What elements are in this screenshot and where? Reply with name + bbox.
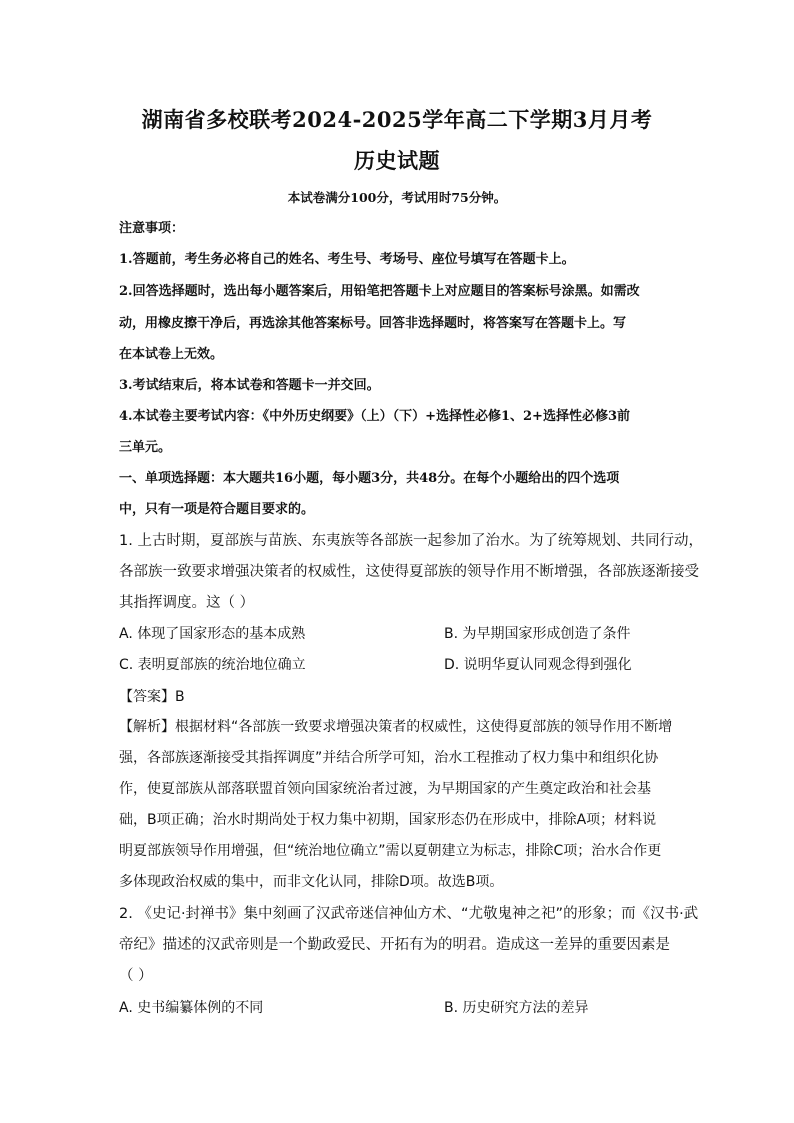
q1-option-c: C. 表明夏部族的统治地位确立 — [119, 657, 306, 673]
section-heading: 一、单项选择题：本大题共16小题，每小题3分，共48分。在每个小题给出的四个选项 — [119, 471, 620, 486]
answer-label: 【答案】 — [119, 689, 175, 705]
exam-info: 本试卷满分100分，考试用时75分钟。 — [287, 190, 507, 205]
notes-heading: 注意事项： — [119, 221, 185, 236]
q1-option-d: D. 说明华夏认同观念得到强化 — [444, 657, 632, 673]
exam-title: 湖南省多校联考2024-2025学年高二下学期3月月考 — [141, 107, 653, 132]
analysis-line: 作，使夏部族从部落联盟首领向国家统治者过渡，为早期国家的产生奠定政治和社会基 — [119, 781, 651, 797]
question-1-stem: 各部族一致要求增强决策者的权威性，这使得夏部族的领导作用不断增强，各部族逐渐接受 — [119, 564, 699, 580]
q2-option-b: B. 历史研究方法的差异 — [444, 1000, 589, 1016]
q1-option-b: B. 为早期国家形成创造了条件 — [444, 626, 631, 642]
note-line: 2.回答选择题时，选出每小题答案后，用铅笔把答题卡上对应题目的答案标号涂黑。如需改 — [119, 284, 640, 299]
note-line: 在本试卷上无效。 — [119, 347, 224, 362]
question-1-stem: 其指挥调度。这（ ） — [119, 595, 255, 611]
q2-option-a: A. 史书编纂体例的不同 — [119, 1000, 264, 1016]
note-line: 4.本试卷主要考试内容：《中外历史纲要》（上）（下）+选择性必修1、2+选择性必修3前 — [119, 409, 630, 424]
q1-answer — [119, 686, 689, 706]
note-line: 三单元。 — [119, 440, 172, 455]
q1-analysis — [119, 716, 689, 736]
note-line: 动，用橡皮擦干净后，再选涂其他答案标号。回答非选择题时，将答案写在答题卡上。写 — [119, 316, 627, 331]
question-2-stem: （ ） — [119, 968, 153, 984]
section-heading: 中，只有一项是符合题目要求的。 — [119, 502, 315, 517]
note-line: 3.考试结束后，将本试卷和答题卡一并交回。 — [119, 378, 380, 393]
question-1-stem: 1. 上古时期，夏部族与苗族、东夷族等各部族一起参加了治水。为了统筹规划、共同行动， — [119, 533, 703, 549]
analysis-line: 础，B项正确；治水时期尚处于权力集中初期，国家形态仍在形成中，排除A项；材料说 — [119, 812, 657, 828]
analysis-line: 强，各部族逐渐接受其指挥调度”并结合所学可知，治水工程推动了权力集中和组织化协 — [119, 750, 659, 766]
answer-value: B — [175, 689, 185, 705]
analysis-line: 多体现政治权威的集中，而非文化认同，排除D项。故选B项。 — [119, 874, 504, 890]
question-2-stem: 2. 《史记·封禅书》集中刻画了汉武帝迷信神仙方术、“尤敬鬼神之祀”的形象；而《汉书·武 — [119, 906, 699, 922]
question-2-stem: 帝纪》描述的汉武帝则是一个勤政爱民、开拓有为的明君。造成这一差异的重要因素是 — [119, 937, 670, 953]
analysis-line: 明夏部族领导作用增强，但“统治地位确立”需以夏朝建立为标志，排除C项；治水合作更 — [119, 843, 662, 859]
subject-title: 历史试题 — [354, 148, 440, 173]
analysis-line: 根据材料“各部族一致要求增强决策者的权威性，这使得夏部族的领导作用不断增 — [175, 719, 673, 735]
note-line: 1.答题前，考生务必将自己的姓名、考生号、考场号、座位号填写在答题卡上。 — [119, 252, 575, 267]
analysis-label: 【解析】 — [119, 719, 175, 735]
q1-option-a: A. 体现了国家形态的基本成熟 — [119, 626, 306, 642]
